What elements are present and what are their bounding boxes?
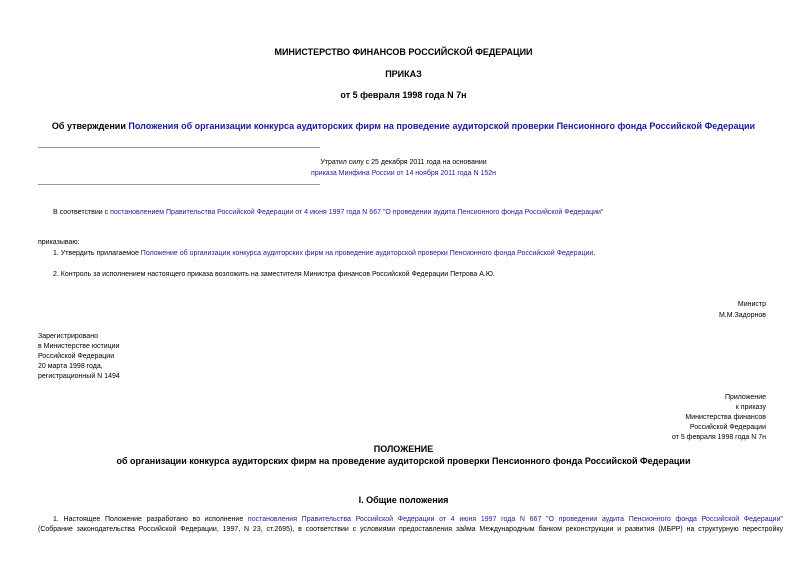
order-item-1-prefix: 1. Утвердить прилагаемое <box>53 250 141 257</box>
regulation-paragraph-1-line2: (Собрание законодательства Российской Федерации, 1997, N 23, ст.2695), в соответствии с условиями предоставления займа Международным банком реконструкции и развития (МБРР) на структурную перестройку <box>38 526 783 533</box>
appendix-line: к приказу <box>735 404 766 411</box>
registration-line: 20 марта 1998 года, <box>38 363 103 370</box>
regulation-title-link[interactable]: Положения об организации конкурса аудиторских фирм на проведение аудиторской проверки Пенсионного фонда Российской Федерации <box>128 121 756 131</box>
regulation-heading: ПОЛОЖЕНИЕ <box>373 444 434 454</box>
preamble <box>53 208 603 218</box>
status-note-line1: Утратил силу с 25 декабря 2011 года на основании <box>320 159 487 166</box>
ministry-heading: МИНИСТЕРСТВО ФИНАНСОВ РОССИЙСКОЙ ФЕДЕРАЦИИ <box>274 47 533 57</box>
registration-line: регистрационный N 1494 <box>38 373 120 380</box>
section-heading: I. Общие положения <box>358 495 449 505</box>
order-title <box>0 120 807 132</box>
registration-line: Зарегистрировано <box>38 333 98 340</box>
order-item-1 <box>53 249 595 259</box>
order-date-number: от 5 февраля 1998 года N 7н <box>340 90 467 100</box>
divider-bottom <box>38 184 320 185</box>
repeal-order-link[interactable]: приказа Минфина России от 14 ноября 2011 года N 152н <box>310 170 496 177</box>
regulation-link[interactable]: Положение об организации конкурса аудиторских фирм на проведение аудиторской проверки Пенсионного фонда Российской Федерации <box>140 250 594 257</box>
order-item-1-suffix: . <box>593 250 596 257</box>
registration-line: Российской Федерации <box>38 353 115 360</box>
registration-block <box>38 332 120 382</box>
regulation-subtitle: об организации конкурса аудиторских фирм на проведение аудиторской проверки Пенсионного фонда Российской Федерации <box>116 456 691 466</box>
order-title-prefix: Об утверждении <box>51 121 129 131</box>
government-decree-link[interactable]: постановлением Правительства Российской Федерации от 4 июня 1997 года N 667 "О проведении аудита Пенсионного фонда Российской Федерации" <box>110 209 604 216</box>
orders-label: приказываю: <box>38 239 80 246</box>
divider-top <box>38 147 320 148</box>
signature-name: М.М.Задорнов <box>718 312 766 319</box>
appendix-line: Министерства финансов <box>685 414 766 421</box>
appendix-line: Приложение <box>724 394 766 401</box>
appendix-block <box>672 393 766 443</box>
appendix-line: от 5 февраля 1998 года N 7н <box>671 434 766 441</box>
registration-line: в Министерстве юстиции <box>38 343 120 350</box>
appendix-line: Российской Федерации <box>689 424 766 431</box>
preamble-prefix: В соответствии с <box>53 209 111 216</box>
regulation-paragraph-1 <box>53 515 783 525</box>
doc-type-heading: ПРИКАЗ <box>385 69 422 79</box>
government-decree-link-2[interactable]: постановления Правительства Российской Федерации от 4 июня 1997 года N 667 "О проведении аудита Пенсионного фонда Российской Федерации" <box>247 516 783 523</box>
paragraph-1-prefix: 1. Настоящее Положение разработано во исполнение <box>53 516 248 523</box>
order-item-2: 2. Контроль за исполнением настоящего приказа возложить на заместителя Министра финансов Российской Федерации Петрова А.Ю. <box>53 271 495 278</box>
signature-role: Министр <box>737 301 766 308</box>
